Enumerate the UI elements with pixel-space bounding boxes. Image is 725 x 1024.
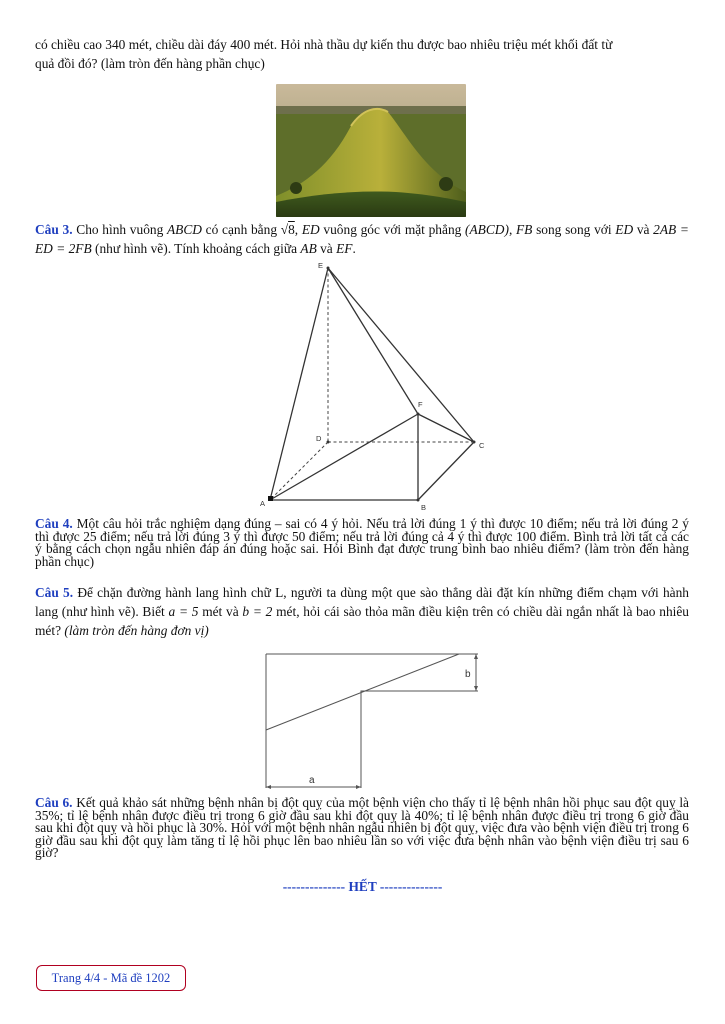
q5-math: a = 5 (168, 604, 199, 619)
q6-text: Kết quả khảo sát những bệnh nhân bị đột quỵ của một bệnh viện cho thấy tỉ lệ bệnh nhân hồi phục sau đột quỵ là 35%; tỉ lệ bệnh nhân được điều trị trong 6 giờ đầu sau khi đột quỵ là 40%; tỉ lệ bệnh nhân được điều trị trong 6 giờ đầu sau khi đột quỵ và hồi phục là 30%. Hỏi với một bệnh nhân ngẫu nhiên bị đột quỵ, việc đưa vào bệnh viện điều trị trong 6 giờ đầu sau khi đột quỵ làm tăng tỉ lệ hồi phục lên bao nhiêu lần so với việc đưa bệnh nhân vào bệnh viện điều trị sau 6 giờ? (35, 795, 689, 861)
edge-FC (418, 414, 474, 442)
q5-label: Câu 5. (35, 585, 74, 600)
q3-text: có cạnh bằng (201, 222, 281, 237)
corridor-inner-corner (361, 691, 478, 788)
q5-math: b = 2 (242, 604, 273, 619)
q5-text: mét, hỏi cái sào thỏa mãn điều kiện trên có chiều dài ngắn nhất là bao nhiêu mét? (35, 604, 690, 638)
question-5 (35, 583, 689, 640)
label-C: C (479, 441, 485, 450)
q5-text: mét và (198, 604, 243, 619)
end-marker: -------------- HẾT -------------- (282, 879, 443, 894)
q3-math: EF (336, 241, 353, 256)
hill-photo (276, 84, 466, 217)
sqrt-sign: √ (280, 222, 289, 237)
question-6 (35, 797, 689, 860)
q3-text: (như hình vẽ). Tính khoảng cách giữa (91, 241, 301, 256)
q6-label: Câu 6. (35, 795, 73, 810)
edge-EA (270, 268, 328, 500)
corridor-figure (258, 648, 488, 793)
q3-math: ED (301, 222, 320, 237)
q3-math: ABCD (166, 222, 202, 237)
q3-math: AB (300, 241, 317, 256)
q3-math: FB (516, 222, 533, 237)
q3-math: 2AB = ED = 2FB (35, 222, 689, 256)
q3-math: ED (615, 222, 634, 237)
edge-AF (270, 414, 418, 500)
label-a: a (309, 775, 315, 786)
q3-text: song song với (532, 222, 616, 237)
page-footer: Trang 4/4 - Mã đề 1202 (36, 965, 186, 991)
label-D: D (316, 434, 322, 443)
label-B: B (421, 503, 427, 512)
edge-EF (328, 268, 418, 414)
sqrt-value: 8 (288, 222, 295, 237)
q2-line-1: có chiều cao 340 mét, chiều dài đáy 400 mét. Hỏi nhà thầu dự kiến thu được bao nhiêu triệu mét khối đất từ (35, 37, 613, 52)
pole-line (266, 654, 459, 730)
q3-text: . (352, 241, 356, 256)
label-b: b (465, 669, 471, 680)
q2-continuation (35, 35, 689, 73)
q3-text: , (508, 222, 516, 237)
q3-text: và (633, 222, 654, 237)
q3-math: (ABCD) (465, 222, 509, 237)
q3-text: , (294, 222, 302, 237)
edge-BC (418, 442, 474, 500)
right-angle-mark (268, 496, 273, 501)
q5-text: Để chặn đường hành lang hình chữ L, người ta dùng một que sào thẳng dài đặt kín những điểm chạm với hành lang (như hình vẽ). Biết (35, 585, 689, 619)
q3-label: Câu 3. (35, 222, 73, 237)
q3-text: vuông góc với mặt phẳng (319, 222, 466, 237)
q3-text: Cho hình vuông (72, 222, 167, 237)
edge-EC (328, 268, 474, 442)
label-E: E (318, 261, 324, 270)
question-3 (35, 220, 689, 258)
label-A: A (260, 499, 266, 508)
label-F: F (418, 400, 423, 409)
q2-line-2: quả đồi đó? (làm tròn đến hàng phần chục) (35, 56, 265, 71)
q4-label: Câu 4. (35, 516, 73, 531)
q4-text: Một câu hỏi trắc nghiệm dạng đúng – sai có 4 ý hỏi. Nếu trả lời đúng 1 ý thì được 10 điểm; nếu trả lời đúng 2 ý thì được 25 điểm; nếu trả lời đúng 3 ý thì được 50 điểm; nếu trả lời đúng cả 4 ý thì được 100 điểm. Bình trả lời tất cả các ý bằng cách chọn ngẫu nhiên đáp án đúng hoặc sai. Hỏi Bình đạt được trung bình bao nhiêu điểm? (làm tròn đến hàng phần chục) (35, 516, 689, 569)
q5-note: (làm tròn đến hàng đơn vị) (64, 623, 209, 638)
q3-text: và (316, 241, 337, 256)
question-4 (35, 518, 689, 568)
pyramid-figure (258, 258, 498, 514)
